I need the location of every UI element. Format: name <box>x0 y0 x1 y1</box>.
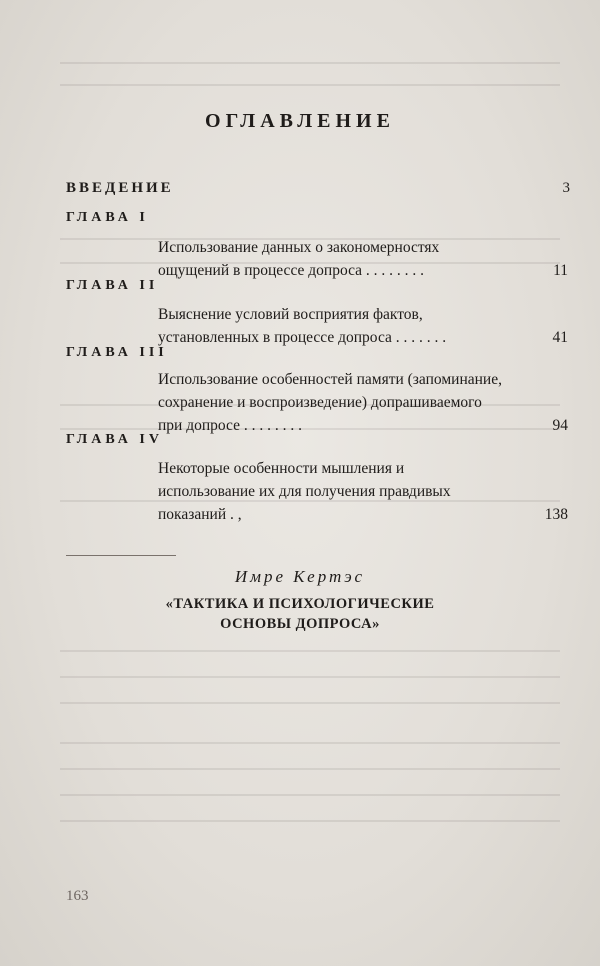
toc-chapter-title: Некоторые особенности мышления и использование их для получения правдивых показаний . , <box>158 460 451 523</box>
divider <box>66 555 176 556</box>
toc-chapter-label: ГЛАВА II <box>66 278 159 293</box>
bleed-through-line <box>60 742 560 744</box>
toc-chapter-title: Выяснение условий восприятия фактов, установленных в процессе допроса . . . . . . . <box>158 306 447 346</box>
bleed-through-line <box>60 768 560 770</box>
colophon-author: Имре Кертэс <box>234 567 366 586</box>
toc-chapter-title: Использование особенностей памяти (запоминание, сохранение и воспроизведение) допрашиваемого при допросе . . . . . . . . <box>158 371 502 434</box>
bleed-through-line <box>60 676 560 678</box>
toc-chapter-page: 138 <box>544 506 568 523</box>
bleed-through-line <box>60 650 560 652</box>
toc-chapter-entry <box>158 303 568 349</box>
toc-chapter-entry <box>158 236 568 282</box>
toc-chapter-page: 41 <box>552 329 568 346</box>
toc-chapter-title: Использование данных о закономерностях ощущений в процессе допроса . . . . . . . . <box>158 239 440 279</box>
toc-intro-label: ВВЕДЕНИЕ <box>66 180 174 196</box>
colophon-title-line: ОСНОВЫ ДОПРОСА» <box>220 616 380 632</box>
page-number: 163 <box>66 888 89 904</box>
toc-chapter-label: ГЛАВА IV <box>66 432 163 447</box>
toc-intro-row <box>66 180 570 204</box>
bleed-through-line <box>60 84 560 86</box>
toc-chapter-entry <box>158 368 568 437</box>
bleed-through-line <box>60 820 560 822</box>
colophon-title <box>0 594 600 634</box>
toc-title: ОГЛАВЛЕНИЕ <box>205 110 395 132</box>
toc-chapter-label: ГЛАВА I <box>66 210 149 225</box>
bleed-through-line <box>60 62 560 64</box>
colophon-title-line: «ТАКТИКА И ПСИХОЛОГИЧЕСКИЕ <box>165 596 435 612</box>
toc-chapter-entry <box>158 457 568 526</box>
bleed-through-line <box>60 702 560 704</box>
toc-chapter-page: 11 <box>553 262 568 279</box>
bleed-through-line <box>60 794 560 796</box>
toc-chapter-page: 94 <box>552 417 568 434</box>
toc-intro-page: 3 <box>562 180 570 196</box>
toc-chapter-label: ГЛАВА III <box>66 345 168 360</box>
